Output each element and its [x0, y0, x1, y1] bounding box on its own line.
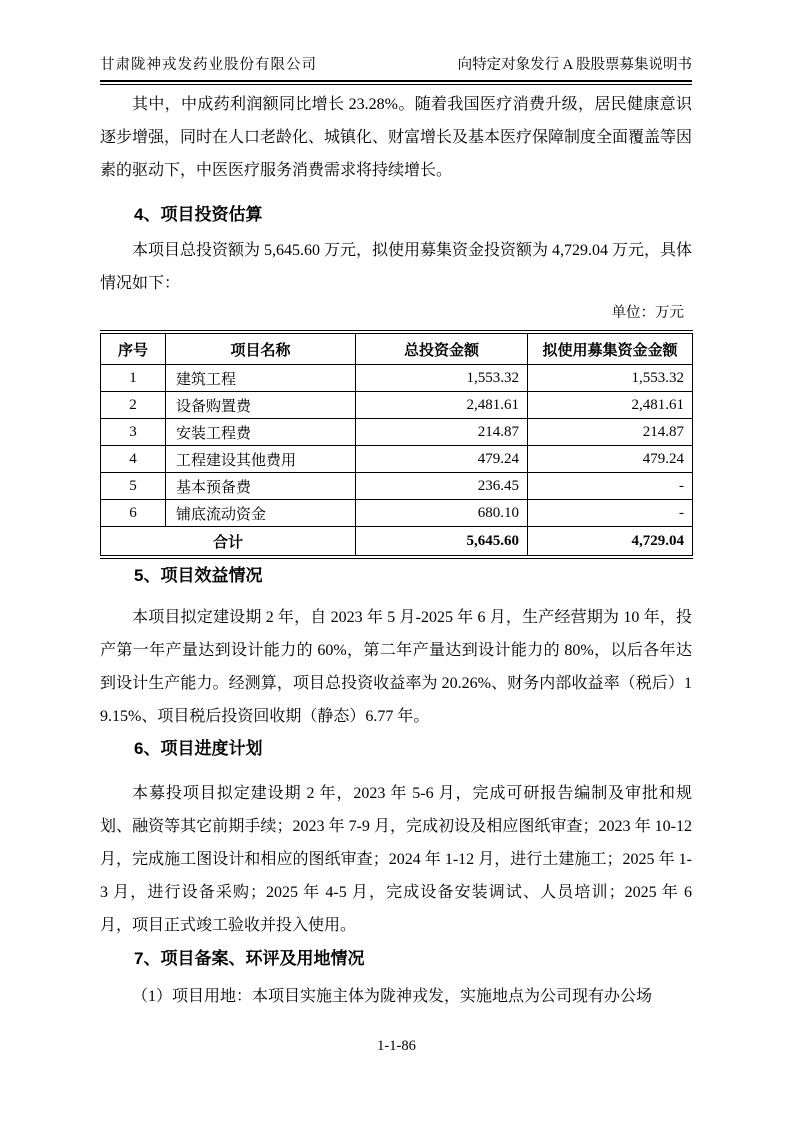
header-rule [100, 80, 692, 85]
section-7-paragraph: （1）项目用地：本项目实施主体为陇神戎发，实施地点为公司现有办公场 [132, 988, 653, 1005]
table-cell: 4 [101, 446, 166, 473]
table-cell: 6 [101, 500, 166, 527]
table-cell: 3 [101, 419, 166, 446]
table-cell: 5 [101, 473, 166, 500]
section-6-paragraph: 本募投项目拟定建设期 2 年，2023 年 5-6 月，完成可研报告编制及审批和规划、融资等其它前期手续；2023 年 7-9 月，完成初设及相应图纸审查；2023 年 10-12 月，完成施工图设计和相应的图纸审查；2024 年 1-12 月，进行土建施工；2025 年 1-3 月，进行设备采购；2025 年 4-5 月，完成设备安装调试、人员培训；2025 年 6 月，项目正式竣工验收并投入使用。 [100, 785, 692, 934]
table-cell: 479.24 [356, 446, 528, 473]
investment-table-head [101, 332, 693, 365]
table-cell: - [528, 500, 693, 527]
table-row [101, 500, 693, 527]
table-cell: 2 [101, 392, 166, 419]
table-unit-note: 单位：万元 [611, 305, 684, 321]
total-investment-cell: 5,645.60 [356, 527, 528, 558]
table-cell: 2,481.61 [356, 392, 528, 419]
table-cell: 1,553.32 [528, 365, 693, 392]
header-document-title: 向特定对象发行 A 股股票募集说明书 [457, 57, 692, 73]
column-header: 项目名称 [166, 332, 356, 365]
table-cell: 基本预备费 [166, 473, 356, 500]
table-cell: 479.24 [528, 446, 693, 473]
table-cell: 1 [101, 365, 166, 392]
table-total-row [101, 527, 693, 558]
total-label-cell: 合计 [101, 527, 356, 558]
table-cell: 214.87 [528, 419, 693, 446]
table-header-row [101, 332, 693, 365]
section-6-heading: 6、项目进度计划 [134, 739, 263, 758]
table-row [101, 365, 693, 392]
column-header: 拟使用募集资金金额 [528, 332, 693, 365]
table-row [101, 419, 693, 446]
table-cell: 236.45 [356, 473, 528, 500]
table-cell: 铺底流动资金 [166, 500, 356, 527]
section-7-heading: 7、项目备案、环评及用地情况 [134, 949, 365, 968]
section-5-paragraph: 本项目拟定建设期 2 年，自 2023 年 5 月-2025 年 6 月，生产经营期为 10 年，投产第一年产量达到设计能力的 60%，第二年产量达到设计能力的 80%，以后各年达到设计生产能力。经测算，项目总投资收益率为 20.26%、财务内部收益率（税后）19.15%、项目税后投资回收期（静态）6.77 年。 [100, 609, 692, 725]
intro-paragraph: 其中，中成药利润额同比增长 23.28%。随着我国医疗消费升级，居民健康意识逐步增强，同时在人口老龄化、城镇化、财富增长及基本医疗保障制度全面覆盖等因素的驱动下，中医医疗服务消费需求将持续增长。 [100, 96, 693, 179]
page-number: 1-1-86 [377, 1038, 416, 1054]
table-cell: - [528, 473, 693, 500]
total-raised-funds-cell: 4,729.04 [528, 527, 693, 558]
section-5-heading: 5、项目效益情况 [134, 566, 263, 585]
table-cell: 2,481.61 [528, 392, 693, 419]
table-cell: 214.87 [356, 419, 528, 446]
table-row [101, 473, 693, 500]
page-header [100, 55, 692, 80]
table-row [101, 392, 693, 419]
section-4-heading: 4、项目投资估算 [134, 205, 263, 224]
table-cell: 设备购置费 [166, 392, 356, 419]
table-cell: 工程建设其他费用 [166, 446, 356, 473]
investment-table-body [101, 365, 693, 558]
column-header: 序号 [101, 332, 166, 365]
column-header: 总投资金额 [356, 332, 528, 365]
table-cell: 1,553.32 [356, 365, 528, 392]
table-cell: 建筑工程 [166, 365, 356, 392]
header-company-name: 甘肃陇神戎发药业股份有限公司 [100, 57, 317, 73]
table-cell: 680.10 [356, 500, 528, 527]
table-cell: 安装工程费 [166, 419, 356, 446]
section-4-paragraph: 本项目总投资额为 5,645.60 万元，拟使用募集资金投资额为 4,729.04 万元，具体情况如下： [100, 242, 693, 292]
table-row [101, 446, 693, 473]
page-content [100, 0, 692, 1013]
investment-table [100, 330, 693, 559]
